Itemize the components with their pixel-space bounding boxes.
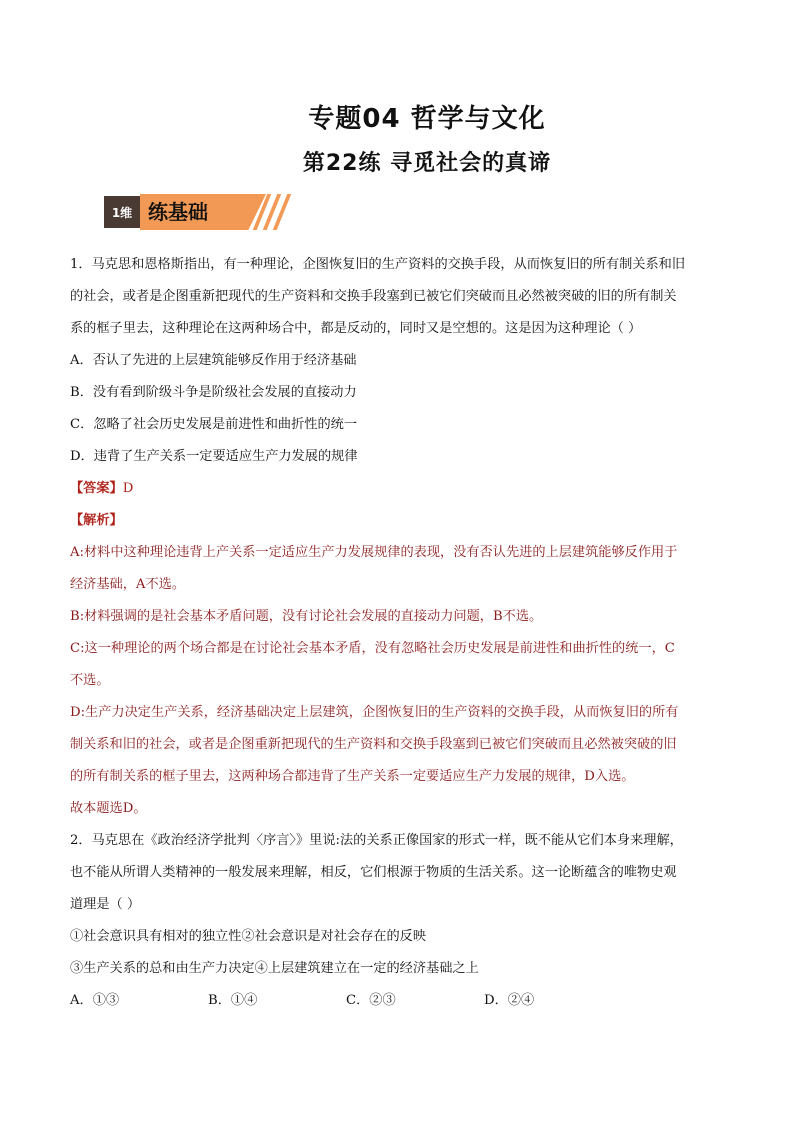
q1-stem-line: 系的框子里去，这种理论在这两种场合中，都是反动的，同时又是空想的。这是因为这种理论（ ） bbox=[70, 321, 642, 336]
analysis-line: 制关系和旧的社会，或者是企图重新把现代的生产资料和交换手段塞到已被它们突破而且必然被突破的旧 bbox=[70, 737, 677, 752]
analysis-line: A:材料中这种理论违背上产关系一定适应生产力发展规律的表现，没有否认先进的上层建筑能够反作用于 bbox=[70, 545, 678, 560]
q2-option-d: D．②④ bbox=[484, 993, 535, 1008]
q1-answer bbox=[70, 475, 730, 507]
q1-option-b: B．没有看到阶级斗争是阶级社会发展的直接动力 bbox=[70, 385, 357, 400]
banner-label: 练基础 bbox=[148, 200, 208, 224]
q2-stem-line: 2．马克思在《政治经济学批判〈序言〉》里说:法的关系正像国家的形式一样，既不能从它们本身来理解， bbox=[70, 833, 683, 848]
q2-options bbox=[70, 987, 730, 1019]
page-subtitle: 第22练 寻觅社会的真谛 bbox=[302, 151, 552, 176]
question-content bbox=[70, 251, 730, 1019]
analysis-line: B:材料强调的是社会基本矛盾问题，没有讨论社会发展的直接动力问题，B不选。 bbox=[70, 609, 543, 624]
answer-value: D bbox=[122, 481, 134, 496]
q1-option-d: D．违背了生产关系一定要适应生产力发展的规律 bbox=[70, 449, 358, 464]
q2-statement: ①社会意识具有相对的独立性②社会意识是对社会存在的反映 bbox=[70, 929, 427, 944]
page-title: 专题04 哲学与文化 bbox=[308, 104, 546, 134]
analysis-line: D:生产力决定生产关系，经济基础决定上层建筑，企图恢复旧的生产资料的交换手段，从而恢复旧的所有 bbox=[70, 705, 679, 720]
section-banner bbox=[104, 194, 284, 230]
q1-stem-line: 1．马克思和恩格斯指出，有一种理论，企图恢复旧的生产资料的交换手段，从而恢复旧的所有制关系和旧 bbox=[70, 257, 686, 272]
q2-stem-line: 也不能从所谓人类精神的一般发展来理解，相反，它们根源于物质的生活关系。这一论断蕴含的唯物史观 bbox=[70, 865, 677, 880]
q2-stem-line: 道理是（ ） bbox=[70, 897, 141, 912]
q1-conclusion: 故本题选D。 bbox=[70, 801, 147, 816]
answer-label: 【答案】 bbox=[70, 481, 123, 496]
analysis-line: 不选。 bbox=[70, 673, 110, 688]
q1-option-c: C．忽略了社会历史发展是前进性和曲折性的统一 bbox=[70, 417, 358, 432]
q2-option-a: A．①③ bbox=[70, 993, 120, 1008]
q2-statement: ③生产关系的总和由生产力决定④上层建筑建立在一定的经济基础之上 bbox=[70, 961, 479, 976]
banner-tag: 1维 bbox=[104, 196, 140, 228]
q1-stem-line: 的社会，或者是企图重新把现代的生产资料和交换手段塞到已被它们突破而且必然被突破的旧的所有制关 bbox=[70, 289, 677, 304]
q2-option-b: B．①④ bbox=[208, 993, 258, 1008]
analysis-line: C:这一种理论的两个场合都是在讨论社会基本矛盾，没有忽略社会历史发展是前进性和曲折性的统一，C bbox=[70, 641, 675, 656]
q1-option-a: A．否认了先进的上层建筑能够反作用于经济基础 bbox=[70, 353, 357, 368]
analysis-line: 的所有制关系的框子里去，这两种场合都违背了生产关系一定要适应生产力发展的规律，D入选。 bbox=[70, 769, 635, 784]
q2-option-c: C．②③ bbox=[346, 993, 396, 1008]
analysis-label: 【解析】 bbox=[70, 513, 123, 528]
analysis-line: 经济基础，A不选。 bbox=[70, 577, 186, 592]
